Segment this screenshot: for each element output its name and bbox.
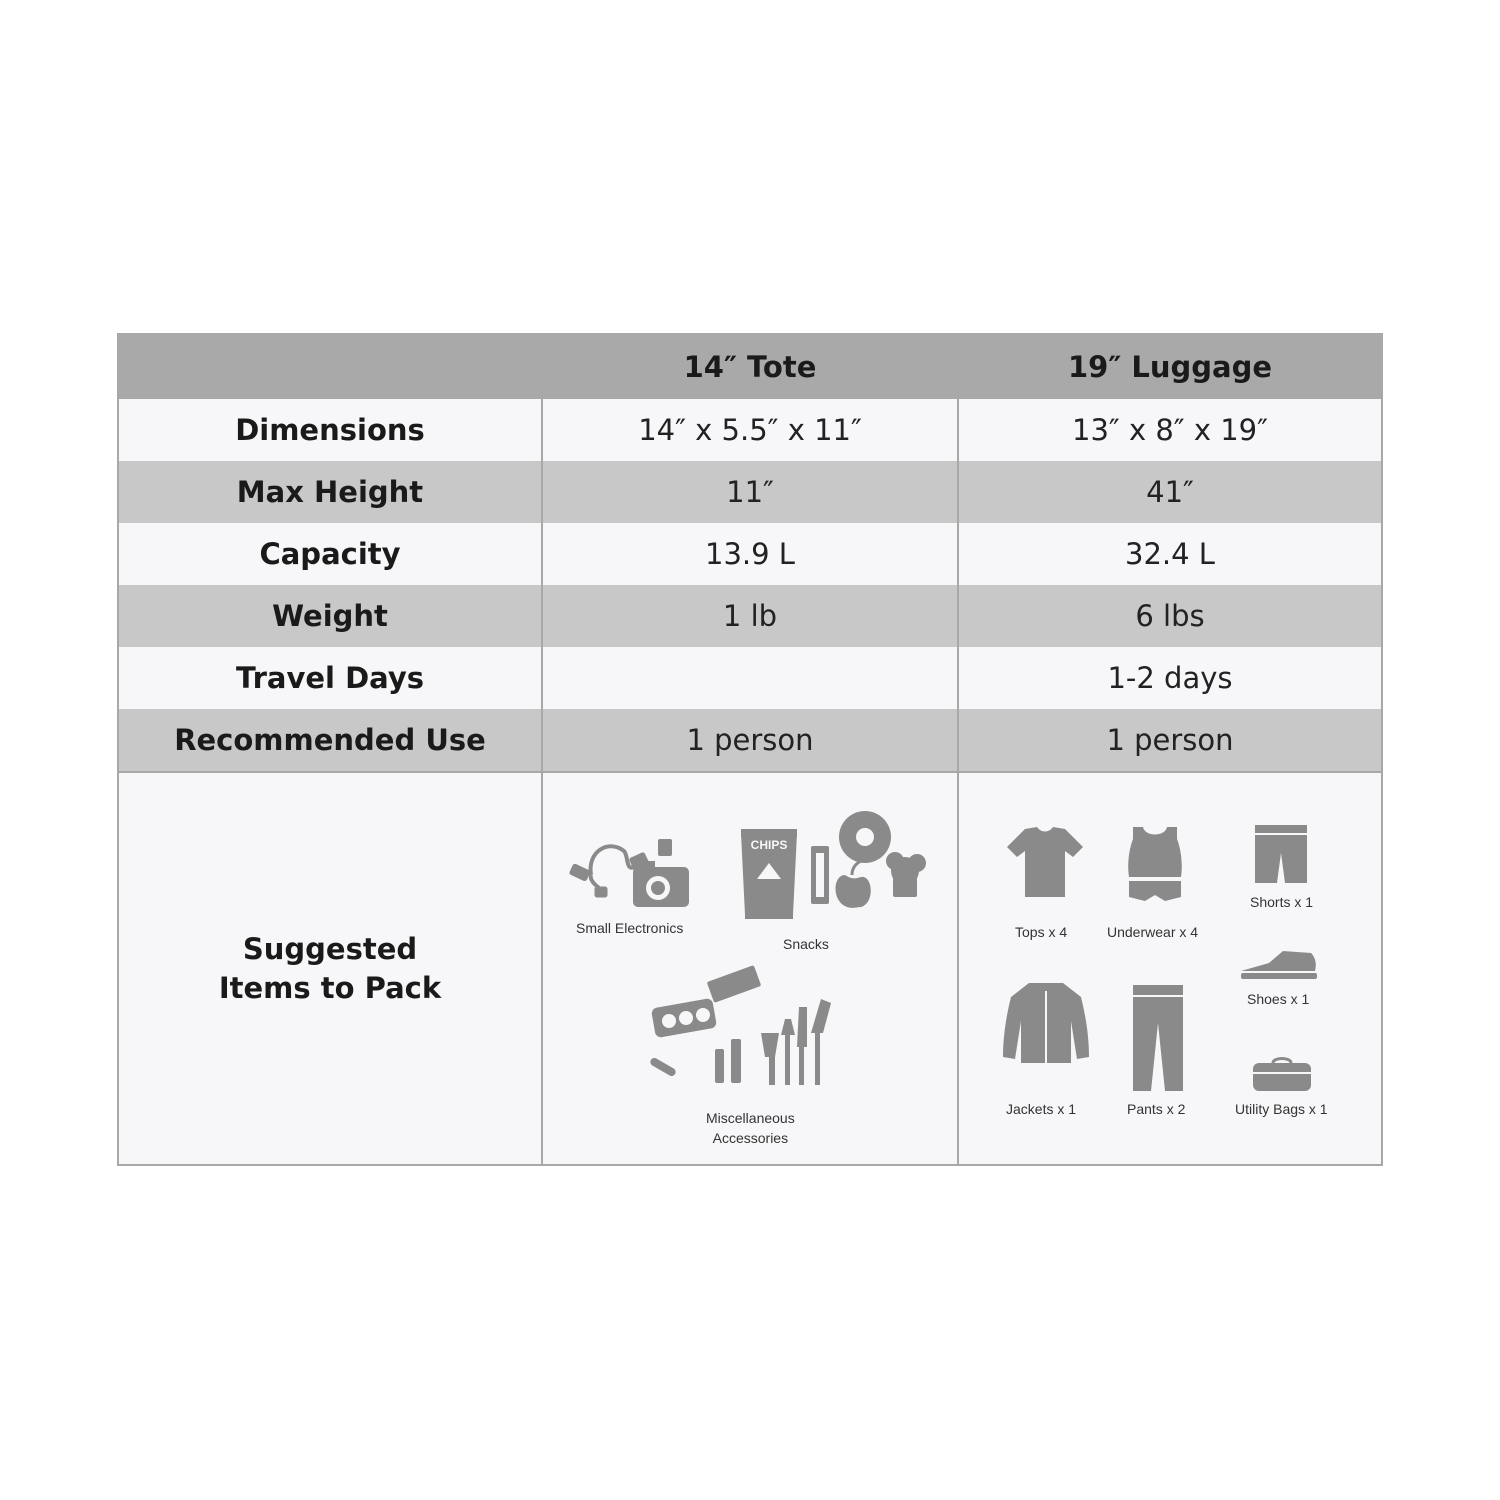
underwear-icon — [1125, 825, 1185, 905]
caption-snacks: Snacks — [783, 936, 829, 952]
row-label-suggested-items — [119, 771, 543, 1164]
caption-jackets: Jackets x 1 — [1006, 1101, 1077, 1117]
accessories-icon — [641, 963, 841, 1093]
row-label-travel-days: Travel Days — [119, 647, 543, 709]
chips-bag-text: CHIPS — [750, 838, 788, 852]
luggage-travel-days: 1-2 days — [959, 647, 1381, 709]
caption-misc-accessories — [706, 1108, 795, 1148]
tote-dimensions: 14″ x 5.5″ x 11″ — [543, 399, 959, 461]
pants-icon — [1131, 983, 1185, 1093]
caption-pants: Pants x 2 — [1127, 1101, 1186, 1117]
caption-underwear: Underwear x 4 — [1107, 924, 1199, 940]
caption-utility-bags: Utility Bags x 1 — [1235, 1101, 1328, 1117]
utility-bag-icon — [1251, 1055, 1313, 1093]
caption-shoes: Shoes x 1 — [1247, 991, 1310, 1007]
row-label-recommended-use: Recommended Use — [119, 709, 543, 771]
luggage-max-height: 41″ — [959, 461, 1381, 523]
row-label-max-height: Max Height — [119, 461, 543, 523]
electronics-icon — [569, 831, 694, 916]
tote-capacity: 13.9 L — [543, 523, 959, 585]
header-tote: 14″ Tote — [543, 335, 959, 399]
tshirt-icon — [1005, 825, 1085, 900]
header-luggage: 19″ Luggage — [959, 335, 1381, 399]
caption-small-electronics: Small Electronics — [576, 920, 684, 936]
caption-tops: Tops x 4 — [1015, 924, 1068, 940]
tote-travel-days — [543, 647, 959, 709]
row-label-dimensions: Dimensions — [119, 399, 543, 461]
luggage-capacity: 32.4 L — [959, 523, 1381, 585]
tote-weight: 1 lb — [543, 585, 959, 647]
suggested-label-line1: Suggested — [242, 931, 418, 966]
caption-accessories-line1: Miscellaneous — [706, 1110, 795, 1126]
caption-accessories-line2: Accessories — [712, 1130, 789, 1146]
row-label-weight: Weight — [119, 585, 543, 647]
shoe-icon — [1239, 949, 1319, 983]
luggage-suggested-items — [959, 771, 1381, 1164]
comparison-table — [117, 333, 1383, 1166]
suggested-label-line2: Items to Pack — [218, 970, 442, 1005]
caption-shorts: Shorts x 1 — [1250, 894, 1314, 910]
luggage-weight: 6 lbs — [959, 585, 1381, 647]
snacks-icon — [737, 811, 937, 941]
tote-max-height: 11″ — [543, 461, 959, 523]
shorts-icon — [1253, 823, 1309, 885]
luggage-dimensions: 13″ x 8″ x 19″ — [959, 399, 1381, 461]
header-empty-cell — [119, 335, 543, 399]
jacket-icon — [1001, 981, 1091, 1065]
row-label-capacity: Capacity — [119, 523, 543, 585]
tote-recommended-use: 1 person — [543, 709, 959, 771]
tote-suggested-items — [543, 771, 959, 1164]
luggage-recommended-use: 1 person — [959, 709, 1381, 771]
